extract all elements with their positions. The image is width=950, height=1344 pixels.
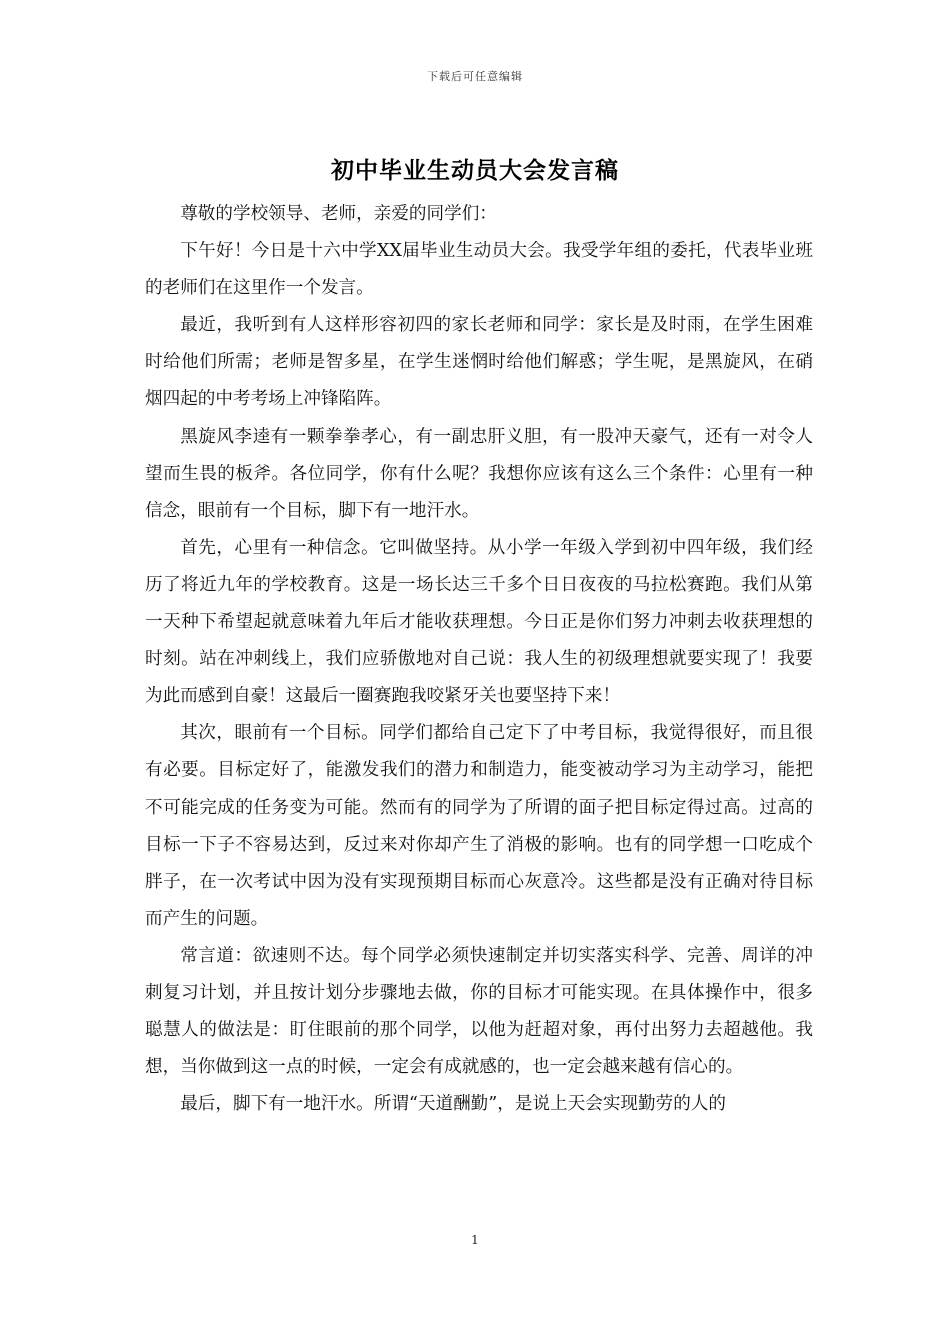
paragraph-goal: 其次，眼前有一个目标。同学们都给自己定下了中考目标，我觉得很好，而且很有必要。目标定好了，能激发我们的潜力和制造力，能变被动学习为主动学习，能把不可能完成的任务变为可能。然而有的同学为了所谓的面子把目标定得过高。过高的目标一下子不容易达到，反过来对你却产生了消极的影响。也有的同学想一口吃成个胖子，在一次考试中因为没有实现预期目标而心灰意冷。这些都是没有正确对待目标而产生的问题。 (145, 723, 813, 929)
paragraph-belief: 首先，心里有一种信念。它叫做坚持。从小学一年级入学到初中四年级，我们经历了将近九年的学校教育。这是一场长达三千多个日日夜夜的马拉松赛跑。我们从第一天种下希望起就意味着九年后才能收获理想。今日正是你们努力冲刺去收获理想的时刻。站在冲刺线上，我们应骄傲地对自己说：我人生的初级理想就要实现了！我要为此而感到自豪！这最后一圈赛跑我咬紧牙关也要坚持下来！ (145, 537, 813, 707)
document-title: 初中毕业生动员大会发言稿 (331, 157, 619, 184)
paragraph-metaphor: 最近，我听到有人这样形容初四的家长老师和同学：家长是及时雨，在学生困难时给他们所需；老师是智多星，在学生迷惘时给他们解惑；学生呢，是黑旋风，在硝烟四起的中考考场上冲锋陷阵。 (145, 315, 813, 410)
paragraph-salutation: 尊敬的学校领导、老师，亲爱的同学们： (180, 204, 497, 224)
page-header: 下载后可任意编辑 (427, 70, 523, 83)
paragraph-three-conditions: 黑旋风李逵有一颗拳拳孝心，有一副忠肝义胆，有一股冲天豪气，还有一对令人望而生畏的板斧。各位同学，你有什么呢？我想你应该有这么三个条件：心里有一种信念，眼前有一个目标，脚下有一地汗水。 (145, 426, 813, 521)
page-number: 1 (471, 1233, 479, 1247)
paragraph-plan: 常言道：欲速则不达。每个同学必须快速制定并切实落实科学、完善、周详的冲刺复习计划，并且按计划分步骤地去做，你的目标才可能实现。在具体操作中，很多聪慧人的做法是：盯住眼前的那个同学，以他为赶超对象，再付出努力去超越他。我想，当你做到这一点的时候，一定会有成就感的，也一定会越来越有信心的。 (145, 945, 813, 1078)
paragraph-effort: 最后，脚下有一地汗水。所谓“天道酬勤”，是说上天会实现勤劳的人的 (180, 1094, 726, 1115)
paragraph-greeting: 下午好！今日是十六中学XX届毕业生动员大会。我受学年组的委托，代表毕业班的老师们在这里作一个发言。 (145, 241, 813, 299)
document-body (145, 196, 813, 1123)
